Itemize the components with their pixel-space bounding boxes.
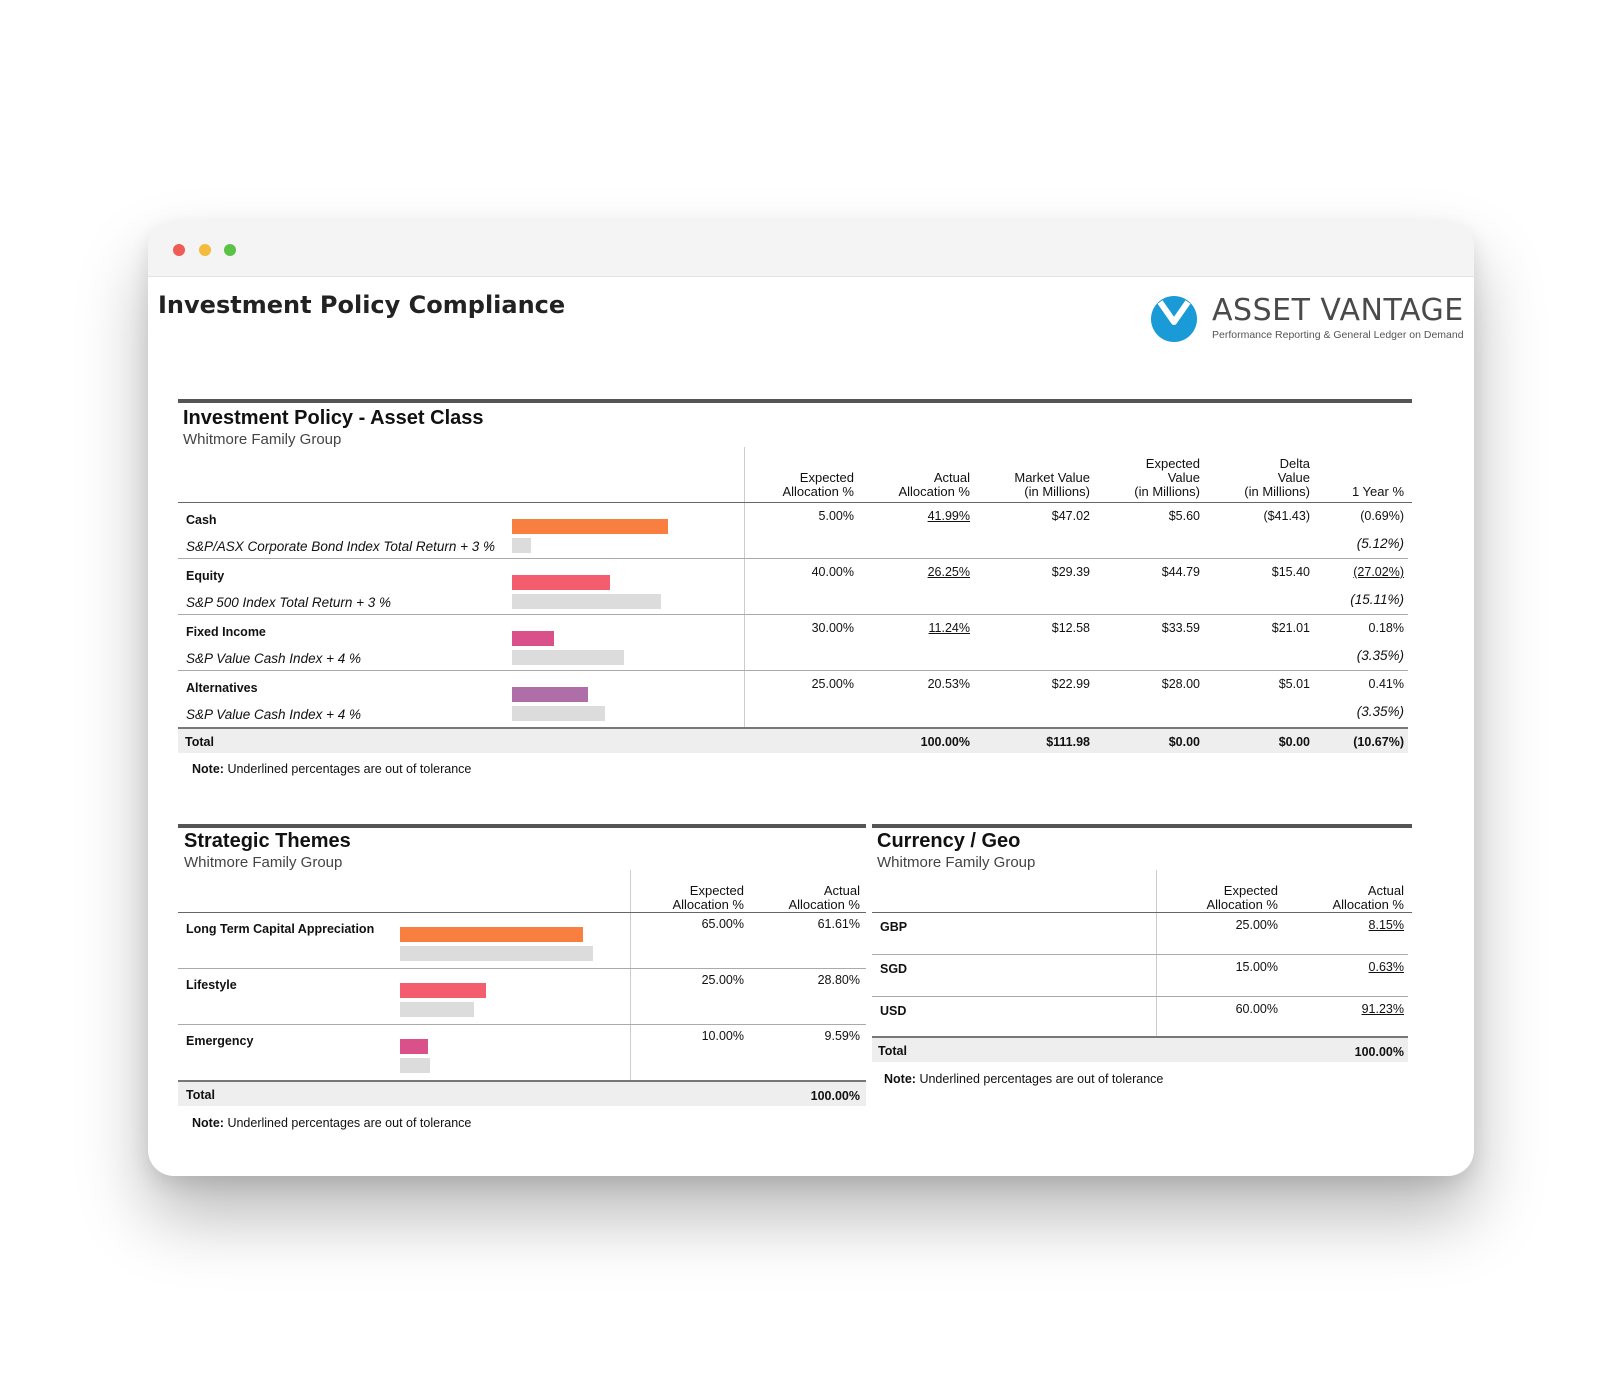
actual-allocation-bar: [400, 927, 583, 942]
total-label: Total: [186, 1088, 215, 1102]
currency-label: SGD: [880, 962, 908, 976]
row-divider: [178, 614, 1408, 615]
delta-value: $21.01: [1271, 621, 1310, 635]
actual-allocation-value: 61.61%: [817, 917, 860, 931]
actual-allocation-value: 28.80%: [817, 973, 860, 987]
header-delta-value: [1210, 457, 1310, 499]
delta-value: ($41.43): [1263, 509, 1310, 523]
row-divider: [178, 968, 866, 969]
logo-tagline: Performance Reporting & General Ledger on Demand: [1212, 329, 1464, 341]
actual-allocation-bar: [512, 519, 668, 534]
theme-label: Long Term Capital Appreciation: [186, 922, 375, 936]
expected-value: $44.79: [1161, 565, 1200, 579]
panel-subtitle: Whitmore Family Group: [183, 431, 342, 448]
header-expected-allocation: [768, 471, 854, 499]
market-value: $29.39: [1051, 565, 1090, 579]
header-line: Allocation %: [782, 484, 854, 499]
logo-mark-icon: [1150, 295, 1198, 343]
currency-label: USD: [880, 1004, 907, 1018]
row-divider: [872, 954, 1408, 955]
header-line: (in Millions): [1024, 484, 1090, 499]
benchmark-return: (3.35%): [1356, 648, 1404, 663]
benchmark-return: (3.35%): [1356, 704, 1404, 719]
header-line: Expected: [689, 883, 744, 898]
expected-allocation-value: 10.00%: [701, 1029, 744, 1043]
tolerance-note: [192, 1116, 471, 1130]
header-actual-allocation: [1308, 884, 1404, 912]
asset-vantage-logo: [1150, 289, 1464, 349]
header-line: Value: [1167, 470, 1200, 485]
expected-allocation-bar: [400, 1058, 430, 1073]
expected-allocation-bar: [512, 650, 624, 665]
benchmark-return: (15.11%): [1350, 592, 1404, 607]
note-label: Note:: [192, 762, 224, 776]
one-year-return: 0.18%: [1368, 621, 1404, 635]
expected-allocation-bar: [400, 946, 593, 961]
actual-allocation-value: 0.63%: [1368, 960, 1404, 974]
total-actual: 100.00%: [920, 735, 970, 749]
header-line: Allocation %: [788, 897, 860, 912]
currency-label: GBP: [880, 920, 908, 934]
actual-allocation-value: 41.99%: [927, 509, 970, 523]
expected-allocation-value: 40.00%: [811, 565, 854, 579]
header-line: (in Millions): [1244, 484, 1310, 499]
total-actual: 100.00%: [810, 1089, 860, 1103]
panel-title: Strategic Themes: [184, 830, 351, 852]
strategic-themes-panel: [178, 824, 866, 1154]
header-rule: [178, 912, 866, 913]
note-label: Note:: [192, 1116, 224, 1130]
total-row: [178, 727, 1408, 753]
maximize-window-button[interactable]: [224, 244, 236, 256]
benchmark-return: (5.12%): [1356, 536, 1404, 551]
expected-allocation-bar: [512, 538, 531, 553]
header-line: Market Value: [1014, 470, 1090, 485]
actual-allocation-bar: [512, 575, 610, 590]
currency-geo-panel: [872, 824, 1412, 1124]
total-market: $111.98: [1046, 735, 1090, 749]
note-text: Underlined percentages are out of tolerance: [227, 1116, 472, 1130]
logo-wordmark: ASSET VANTAGE: [1212, 293, 1464, 328]
panel-title: Currency / Geo: [877, 830, 1021, 852]
header-line: (in Millions): [1134, 484, 1200, 499]
total-actual: 100.00%: [1354, 1045, 1404, 1059]
close-window-button[interactable]: [173, 244, 185, 256]
actual-allocation-value: 8.15%: [1368, 918, 1404, 932]
panel-divider: [178, 824, 866, 828]
asset-class-label: Equity: [186, 569, 225, 583]
actual-allocation-bar: [512, 631, 554, 646]
market-value: $22.99: [1051, 677, 1090, 691]
expected-value: $28.00: [1161, 677, 1200, 691]
expected-value: $33.59: [1161, 621, 1200, 635]
expected-allocation-bar: [400, 1002, 474, 1017]
header-expected-allocation: [1182, 884, 1278, 912]
header-market-value: [990, 471, 1090, 499]
row-divider: [178, 1024, 866, 1025]
benchmark-label: S&P 500 Index Total Return + 3 %: [186, 595, 392, 610]
actual-allocation-bar: [400, 983, 486, 998]
header-line: Actual: [823, 883, 860, 898]
actual-allocation-value: 11.24%: [928, 621, 970, 635]
total-delta: $0.00: [1278, 735, 1310, 749]
header-line: Actual: [933, 470, 970, 485]
tolerance-note: [884, 1072, 1163, 1086]
total-row: [872, 1036, 1408, 1062]
note-label: Note:: [884, 1072, 916, 1086]
header-line: Allocation %: [898, 484, 970, 499]
header-line: Expected: [799, 470, 854, 485]
delta-value: $5.01: [1278, 677, 1310, 691]
expected-allocation-value: 25.00%: [1235, 918, 1278, 932]
header-line: Allocation %: [1332, 897, 1404, 912]
benchmark-label: S&P/ASX Corporate Bond Index Total Return + 3 %: [186, 539, 496, 554]
one-year-return: (0.69%): [1360, 509, 1404, 523]
expected-allocation-value: 60.00%: [1235, 1002, 1278, 1016]
panel-subtitle: Whitmore Family Group: [184, 854, 343, 871]
panel-divider: [872, 824, 1412, 828]
panel-divider: [178, 399, 1412, 403]
header-line: Expected: [1223, 883, 1278, 898]
header-line: Actual: [1367, 883, 1404, 898]
theme-label: Emergency: [186, 1034, 254, 1048]
asset-class-label: Fixed Income: [186, 625, 266, 639]
actual-allocation-bar: [512, 687, 588, 702]
column-divider: [744, 447, 745, 729]
asset-class-panel: [178, 399, 1412, 789]
column-divider: [630, 870, 631, 1082]
asset-class-label: Cash: [186, 513, 217, 527]
header-line: Allocation %: [1206, 897, 1278, 912]
expected-allocation-value: 30.00%: [811, 621, 854, 635]
market-value: $12.58: [1051, 621, 1090, 635]
header-expected-allocation: [654, 884, 744, 912]
expected-allocation-value: 5.00%: [818, 509, 854, 523]
expected-value: $5.60: [1168, 509, 1200, 523]
expected-allocation-value: 25.00%: [811, 677, 854, 691]
app-window: [148, 221, 1474, 1176]
header-rule: [178, 502, 1412, 503]
row-divider: [178, 558, 1408, 559]
asset-class-label: Alternatives: [186, 681, 258, 695]
header-line: Allocation %: [672, 897, 744, 912]
page-title: Investment Policy Compliance: [158, 291, 566, 319]
total-row: [178, 1080, 866, 1106]
header-rule: [872, 912, 1412, 913]
total-expected-value: $0.00: [1168, 735, 1200, 749]
header-actual-allocation: [884, 471, 970, 499]
header-actual-allocation: [770, 884, 860, 912]
one-year-return: 0.41%: [1368, 677, 1404, 691]
total-label: Total: [878, 1044, 907, 1058]
total-one-year: (10.67%): [1353, 735, 1404, 749]
benchmark-label: S&P Value Cash Index + 4 %: [186, 651, 361, 666]
benchmark-label: S&P Value Cash Index + 4 %: [186, 707, 361, 722]
note-text: Underlined percentages are out of tolerance: [227, 762, 472, 776]
expected-allocation-value: 15.00%: [1235, 960, 1278, 974]
expected-allocation-value: 25.00%: [701, 973, 744, 987]
one-year-return: (27.02%): [1353, 565, 1404, 579]
note-text: Underlined percentages are out of tolerance: [919, 1072, 1164, 1086]
header-expected-value: [1100, 457, 1200, 499]
actual-allocation-value: 9.59%: [824, 1029, 860, 1043]
actual-allocation-bar: [400, 1039, 428, 1054]
theme-label: Lifestyle: [186, 978, 237, 992]
minimize-window-button[interactable]: [199, 244, 211, 256]
row-divider: [178, 670, 1408, 671]
actual-allocation-value: 20.53%: [927, 677, 970, 691]
market-value: $47.02: [1051, 509, 1090, 523]
title-bar: [148, 221, 1474, 277]
delta-value: $15.40: [1271, 565, 1310, 579]
expected-allocation-bar: [512, 594, 661, 609]
row-divider: [872, 996, 1408, 997]
tolerance-note: [192, 762, 471, 776]
panel-title: Investment Policy - Asset Class: [183, 407, 484, 429]
header-line: 1 Year %: [1351, 484, 1404, 499]
header-one-year: [1324, 485, 1404, 499]
expected-allocation-bar: [512, 706, 605, 721]
total-label: Total: [185, 735, 214, 749]
header-line: Value: [1277, 470, 1310, 485]
header-line: Delta: [1279, 456, 1310, 471]
header-line: Expected: [1145, 456, 1200, 471]
actual-allocation-value: 26.25%: [927, 565, 970, 579]
expected-allocation-value: 65.00%: [701, 917, 744, 931]
actual-allocation-value: 91.23%: [1361, 1002, 1404, 1016]
panel-subtitle: Whitmore Family Group: [877, 854, 1036, 871]
